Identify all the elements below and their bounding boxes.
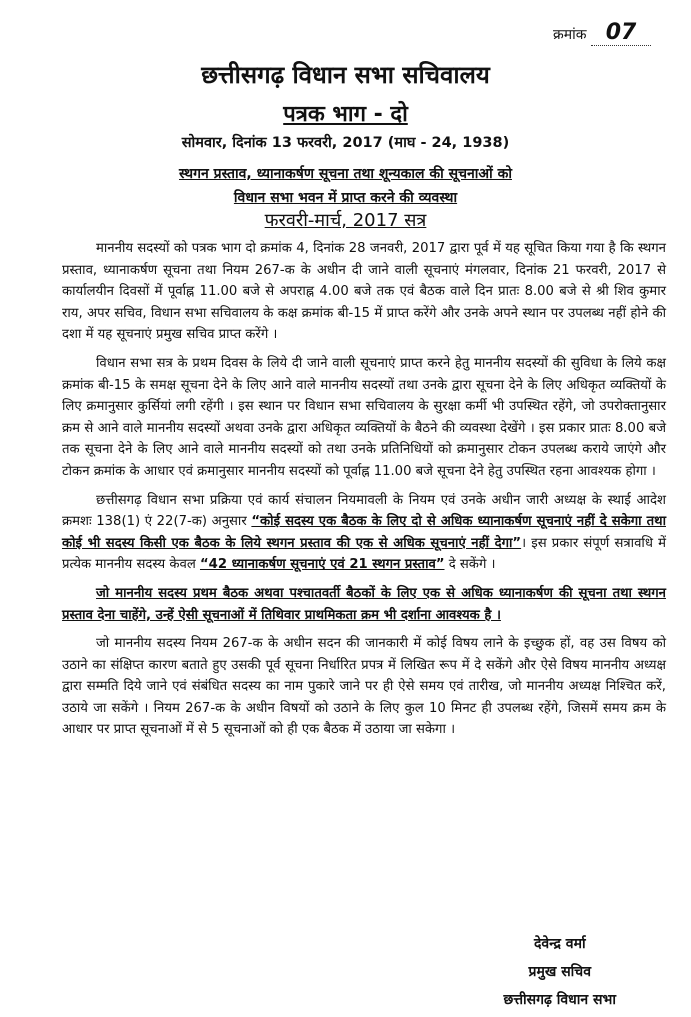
session-title: फरवरी-मार्च, 2017 सत्र [264, 210, 427, 231]
signatory-office: छत्तीसगढ़ विधान सभा [503, 992, 616, 1008]
signatory-designation: प्रमुख सचिव [528, 964, 591, 980]
paragraph-3-middle: । इस प्रकार संपूर्ण सत्रावधि में प्रत्येक माननीय सदस्य केवल [62, 535, 666, 573]
paragraph-3-limit-quote: “42 ध्यानाकर्षण सूचनाएं एवं 21 स्थगन प्रस्ताव” [199, 557, 445, 573]
organization-title: छत्तीसगढ़ विधान सभा सचिवालय [201, 61, 490, 89]
serial-label: क्रमांक [553, 27, 587, 43]
paragraph-2: विधान सभा सत्र के प्रथम दिवस के लिये दी जाने वाली सूचनाएं प्राप्त करने हेतु माननीय सदस्यों की सुविधा के लिये कक्ष क्रमांक बी-15 के समक्ष सूचना देने के लिए आने वाले माननीय सदस्यों तथा उनके द्वारा सूचना देने के लिए अधिकृत व्यक्तियों के लिए क्रमानुसार कुर्सियां लगी रहेंगी । इस स्थान पर विधान सभा सचिवालय के सुरक्षा कर्मी भी उपस्थित रहेंगे, जो उपरोक्तानुसार क्रम से आने वाले माननीय सदस्यों अथवा उनके द्वारा अधिकृत व्यक्तियों के बैठने की व्यवस्था देखेंगे । इस प्रकार प्रातः 8.00 बजे तक सूचना देने के लिए आने वाले माननीय सदस्यों को तथा उनके प्रतिनिधियों को क्रमानुसार टोकन उपलब्ध कराये जाएंगे और टोकन क्रमांक के आधार एवं क्रमानुसार माननीय सदस्यों को पूर्वाह्न 11.00 बजे सूचना देने हेतु उपस्थित रहना आवश्यक होगा । [62, 355, 666, 479]
serial-number [553, 20, 651, 46]
paragraph-4: जो माननीय सदस्य प्रथम बैठक अथवा पश्चातवर्ती बैठकों के लिए एक से अधिक ध्यानाकर्षण की सूचना तथा स्थगन प्रस्ताव देना चाहेंगे, उन्हें ऐसी सूचनाओं में तिथिवार प्राथमिकता क्रम भी दर्शाना आवश्यक है । [62, 585, 666, 623]
paragraph-3-end: दे सकेंगे । [448, 557, 496, 573]
paragraph-3 [62, 490, 666, 576]
document-date: सोमवार, दिनांक 13 फरवरी, 2017 (माघ - 24, 1938) [181, 135, 510, 151]
paragraph-5: जो माननीय सदस्य नियम 267-क के अधीन सदन की जानकारी में कोई विषय लाने के इच्छुक हों, वह उस विषय को उठाने का संक्षिप्त कारण बताते हुए उसकी पूर्व सूचना निर्धारित प्रपत्र में लिखित रूप में दे सकेंगे और ऐसे विषय माननीय अध्यक्ष द्वारा सम्मति दिये जाने एवं संबंधित सदस्य का नाम पुकारे जाने पर ही ऐसे समय एवं तारीख, जो माननीय अध्यक्ष निश्चित करें, उठाये जा सकेंगे । नियम 267-क के अधीन विषयों को उठाने के लिए कुल 10 मिनट ही उपलब्ध रहेंगे, जिसमें समय क्रम के आधार पर प्राप्त सूचनाओं में से 5 सूचनाओं को ही एक बैठक में उठाया जा सकेगा । [62, 636, 666, 738]
serial-value: 07 [591, 20, 651, 46]
document-body [62, 238, 666, 748]
subject-heading [0, 162, 691, 210]
document-title: पत्रक भाग - दो [283, 102, 408, 127]
signatory-name: देवेन्द्र वर्मा [533, 936, 586, 952]
subject-line-2: विधान सभा भवन में प्राप्त करने की व्यवस्था [233, 190, 458, 206]
paragraph-1: माननीय सदस्यों को पत्रक भाग दो क्रमांक 4, दिनांक 28 जनवरी, 2017 द्वारा पूर्व में यह सूचित किया गया है कि स्थगन प्रस्ताव, ध्यानाकर्षण सूचना तथा नियम 267-क के अधीन दी जाने वाली सूचनाएं मंगलवार, दिनांक 21 फरवरी, 2017 से कार्यालयीन दिवसों में पूर्वाह्न 11.00 बजे से अपराह्न 4.00 बजे तक एवं बैठक वाले दिन प्रातः 8.00 बजे से श्री शिव कुमार राय, अपर सचिव, विधान सभा सचिवालय के कक्ष क्रमांक बी-15 में प्राप्त करेंगे और उनके अपने स्थान पर उपलब्ध नहीं होने की दशा में यह सूचनाएं प्रमुख सचिव प्राप्त करेंगे । [62, 241, 666, 343]
paragraph-3-intro: छत्तीसगढ़ विधान सभा प्रक्रिया एवं कार्य संचालन नियमावली के नियम एवं उनके अधीन जारी अध्यक्ष के स्थाई आदेश क्रमशः 138(1) एं 22(7-क) अनुसार [62, 492, 666, 530]
paragraph-3-rule-quote: “कोई सदस्य एक बैठक के लिए दो से अधिक ध्यानाकर्षण सूचनाएं नहीं दे सकेगा तथा कोई भी सदस्य किसी एक बैठक के लिये स्थगन प्रस्ताव की एक से अधिक सूचनाएं नहीं देगा” [62, 514, 666, 551]
subject-line-1: स्थगन प्रस्ताव, ध्यानाकर्षण सूचना तथा शून्यकाल की सूचनाओं को [178, 166, 512, 182]
signature-block [504, 930, 616, 1014]
